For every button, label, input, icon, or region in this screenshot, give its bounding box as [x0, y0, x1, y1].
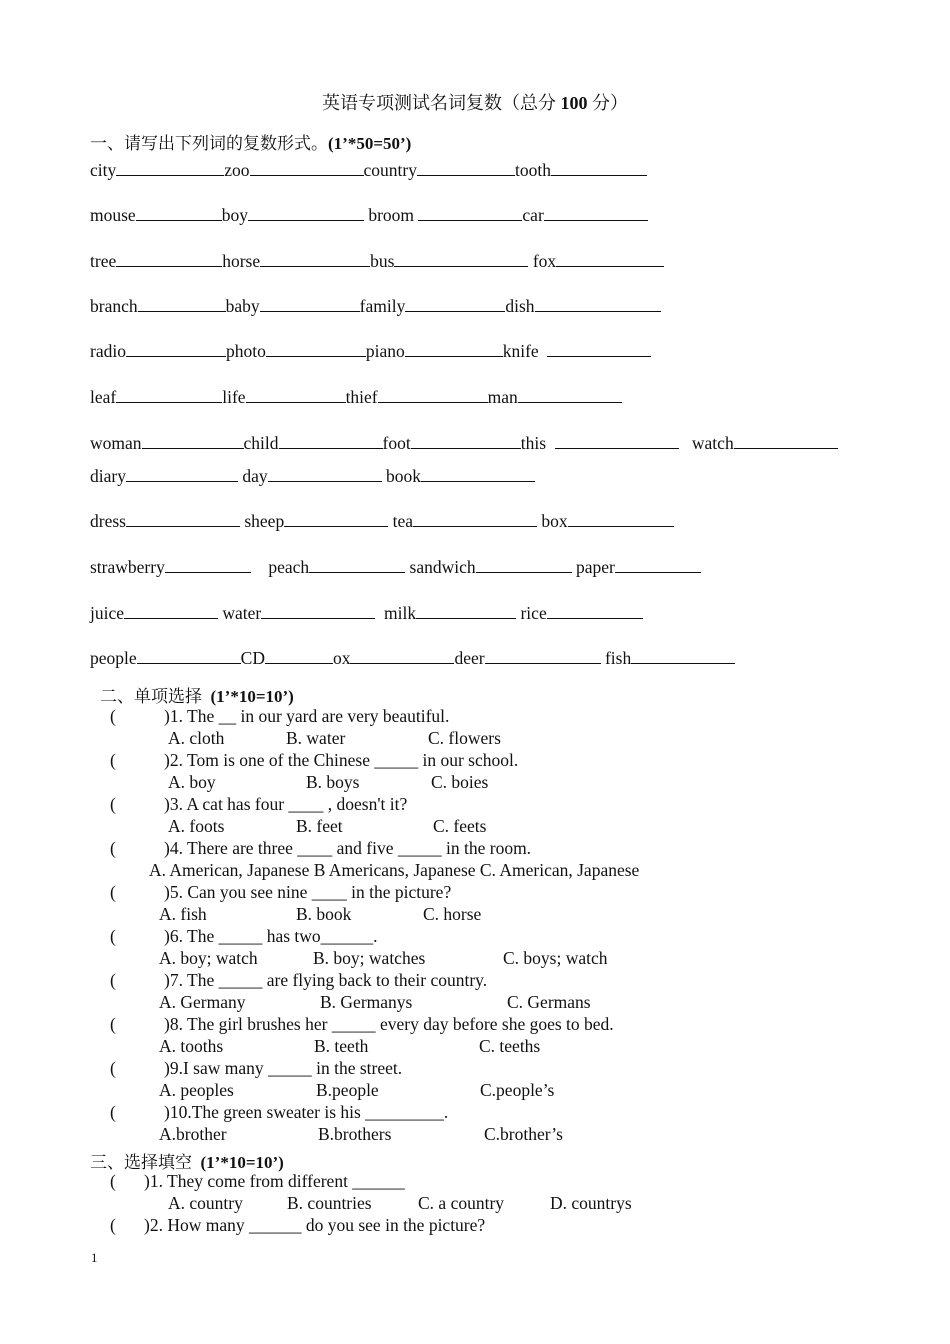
section-1-heading: 一、请写出下列词的复数形式。(1’*50=50’) — [90, 134, 412, 153]
option[interactable]: A. peoples — [159, 1080, 234, 1100]
answer-blank[interactable] — [418, 205, 522, 221]
option[interactable]: C. feets — [433, 816, 487, 836]
answer-blank[interactable] — [142, 433, 244, 449]
option[interactable]: C.brother’s — [484, 1124, 563, 1144]
answer-blank[interactable] — [250, 160, 364, 176]
word: watch — [691, 433, 734, 453]
option[interactable]: B. boys — [306, 772, 360, 792]
word: zoo — [224, 160, 250, 180]
word: sheep — [244, 511, 285, 531]
mc-options — [0, 728, 950, 750]
word: strawberry — [90, 557, 165, 577]
answer-blank[interactable] — [518, 387, 622, 403]
answer-blank[interactable] — [265, 648, 333, 664]
answer-blank[interactable] — [268, 466, 382, 482]
answer-blank[interactable] — [116, 251, 222, 267]
word: mouse — [90, 205, 136, 225]
answer-blank[interactable] — [165, 557, 251, 573]
word: sandwich — [409, 557, 476, 577]
mc-question: ( )10.The green sweater is his _________. — [110, 1102, 449, 1122]
answer-blank[interactable] — [126, 466, 238, 482]
word: radio — [90, 341, 126, 361]
word: child — [243, 433, 279, 453]
option[interactable]: A. fish — [159, 904, 207, 924]
word: city — [90, 160, 117, 180]
answer-blank[interactable] — [137, 648, 241, 664]
option[interactable]: A. foots — [168, 816, 225, 836]
answer-blank[interactable] — [555, 433, 679, 449]
answer-blank[interactable] — [734, 433, 838, 449]
answer-blank[interactable] — [405, 341, 503, 357]
word: broom — [368, 205, 415, 225]
answer-blank[interactable] — [279, 433, 383, 449]
word: peach — [268, 557, 310, 577]
option[interactable]: B. teeth — [314, 1036, 369, 1056]
section-2-heading: 二、单项选择 (1’*10=10’) — [100, 687, 294, 706]
section-3-heading: 三、选择填空 (1’*10=10’) — [90, 1153, 284, 1172]
word-row — [90, 251, 664, 272]
answer-blank[interactable] — [394, 251, 528, 267]
answer-blank[interactable] — [126, 511, 240, 527]
answer-blank[interactable] — [350, 648, 454, 664]
word-row — [90, 341, 651, 362]
word: foot — [382, 433, 411, 453]
word: baby — [225, 296, 260, 316]
word: ox — [332, 648, 351, 668]
mc-question: ( )1. The __ in our yard are very beautiful. — [110, 706, 450, 726]
option[interactable]: D. countrys — [550, 1193, 632, 1213]
word: fish — [604, 648, 632, 668]
word-row — [90, 205, 648, 226]
word-row — [90, 557, 701, 578]
word-row — [90, 433, 838, 454]
answer-blank[interactable] — [551, 160, 647, 176]
word: boy — [221, 205, 248, 225]
word: deer — [454, 648, 485, 668]
answer-blank[interactable] — [547, 341, 651, 357]
mc-question: ( )5. Can you see nine ____ in the picture? — [110, 882, 452, 902]
mc-options — [0, 904, 950, 926]
mc-options — [0, 992, 950, 1014]
answer-blank[interactable] — [405, 296, 505, 312]
option[interactable]: C. a country — [418, 1193, 505, 1213]
word: bus — [370, 251, 395, 271]
option[interactable]: A. boy — [168, 772, 216, 792]
fill-question: ( )1. They come from different ______ — [110, 1171, 405, 1191]
answer-blank[interactable] — [615, 557, 701, 573]
mc-question: ( )2. Tom is one of the Chinese _____ in our school. — [110, 750, 519, 770]
word: thief — [345, 387, 378, 407]
answer-blank[interactable] — [421, 466, 535, 482]
word-row — [90, 648, 735, 669]
word: box — [541, 511, 568, 531]
option[interactable]: B.people — [316, 1080, 379, 1100]
word-row — [90, 387, 622, 408]
option[interactable]: C.people’s — [480, 1080, 555, 1100]
answer-blank[interactable] — [116, 387, 222, 403]
option[interactable]: B. countries — [287, 1193, 372, 1213]
mc-question: ( )4. There are three ____ and five _____ in the room. — [110, 838, 532, 858]
answer-blank[interactable] — [248, 205, 364, 221]
word: tea — [392, 511, 413, 531]
option[interactable]: B.brothers — [318, 1124, 392, 1144]
mc-options — [0, 860, 950, 882]
mc-question: ( )9.I saw many _____ in the street. — [110, 1058, 403, 1078]
fill-question: ( )2. How many ______ do you see in the picture? — [110, 1215, 486, 1235]
word: milk — [384, 603, 417, 623]
answer-blank[interactable] — [260, 251, 370, 267]
mc-options — [0, 816, 950, 838]
page-number: 1 — [91, 1250, 98, 1265]
word: man — [487, 387, 518, 407]
mc-options — [0, 772, 950, 794]
worksheet-title: 英语专项测试名词复数（总分 100 分） — [322, 93, 628, 113]
option[interactable]: A. cloth — [168, 728, 225, 748]
word: CD — [240, 648, 265, 668]
option[interactable]: B. boy; watches — [313, 948, 426, 968]
word: water — [222, 603, 262, 623]
option[interactable]: C. teeths — [479, 1036, 541, 1056]
word: photo — [225, 341, 266, 361]
answer-blank[interactable] — [411, 433, 521, 449]
mc-options — [0, 1036, 950, 1058]
option[interactable]: B. water — [286, 728, 346, 748]
option[interactable]: B. book — [296, 904, 352, 924]
answer-blank[interactable] — [116, 160, 224, 176]
word: tree — [90, 251, 117, 271]
word: people — [90, 648, 137, 668]
word: car — [522, 205, 544, 225]
answer-blank[interactable] — [568, 511, 674, 527]
word: rice — [520, 603, 547, 623]
option[interactable]: C. Germans — [507, 992, 591, 1012]
answer-blank[interactable] — [266, 341, 366, 357]
answer-blank[interactable] — [556, 251, 664, 267]
mc-question: ( )7. The _____ are flying back to their country. — [110, 970, 488, 990]
word: horse — [222, 251, 261, 271]
mc-options — [0, 948, 950, 970]
option[interactable]: A. tooths — [159, 1036, 224, 1056]
option[interactable]: B. feet — [296, 816, 343, 836]
answer-blank[interactable] — [476, 557, 572, 573]
answer-blank[interactable] — [416, 603, 516, 619]
word-row — [90, 296, 661, 317]
option[interactable]: A. American, Japanese B Americans, Japanese C. American, Japanese — [149, 860, 640, 880]
answer-blank[interactable] — [136, 205, 222, 221]
word: diary — [90, 466, 126, 486]
option[interactable]: C. horse — [423, 904, 482, 924]
answer-blank[interactable] — [126, 341, 226, 357]
option[interactable]: C. boys; watch — [503, 948, 608, 968]
answer-blank[interactable] — [246, 387, 346, 403]
answer-blank[interactable] — [261, 603, 375, 619]
answer-blank[interactable] — [535, 296, 661, 312]
answer-blank[interactable] — [378, 387, 488, 403]
word: leaf — [90, 387, 117, 407]
word: juice — [90, 603, 125, 623]
word: knife — [502, 341, 539, 361]
word: branch — [90, 296, 138, 316]
mc-question: ( )6. The _____ has two______. — [110, 926, 378, 946]
mc-options — [0, 1124, 950, 1146]
word: day — [242, 466, 268, 486]
fill-options — [0, 1193, 950, 1215]
answer-blank[interactable] — [260, 296, 360, 312]
mc-options — [0, 1080, 950, 1102]
word: paper — [576, 557, 615, 577]
option[interactable]: C. boies — [431, 772, 489, 792]
answer-blank[interactable] — [631, 648, 735, 664]
word: tooth — [515, 160, 551, 180]
word: country — [363, 160, 417, 180]
word: life — [222, 387, 246, 407]
mc-question: ( )8. The girl brushes her _____ every day before she goes to bed. — [110, 1014, 614, 1034]
answer-blank[interactable] — [413, 511, 537, 527]
option[interactable]: A.brother — [159, 1124, 227, 1144]
word: dish — [505, 296, 535, 316]
word: piano — [365, 341, 405, 361]
answer-blank[interactable] — [417, 160, 515, 176]
mc-question: ( )3. A cat has four ____ , doesn't it? — [110, 794, 408, 814]
option[interactable]: C. flowers — [428, 728, 501, 748]
option[interactable]: A. boy; watch — [159, 948, 258, 968]
answer-blank[interactable] — [138, 296, 226, 312]
answer-blank[interactable] — [124, 603, 218, 619]
word-row — [90, 511, 674, 532]
option[interactable]: B. Germanys — [320, 992, 413, 1012]
answer-blank[interactable] — [544, 205, 648, 221]
option[interactable]: A. country — [168, 1193, 243, 1213]
option[interactable]: A. Germany — [159, 992, 246, 1012]
word: this — [520, 433, 547, 453]
word-row — [90, 466, 535, 487]
word: book — [386, 466, 421, 486]
answer-blank[interactable] — [547, 603, 643, 619]
word: woman — [90, 433, 142, 453]
word: dress — [90, 511, 126, 531]
answer-blank[interactable] — [309, 557, 405, 573]
word-row — [90, 160, 647, 181]
word: family — [359, 296, 406, 316]
word-row — [90, 603, 643, 624]
answer-blank[interactable] — [485, 648, 601, 664]
word: fox — [532, 251, 557, 271]
answer-blank[interactable] — [284, 511, 388, 527]
